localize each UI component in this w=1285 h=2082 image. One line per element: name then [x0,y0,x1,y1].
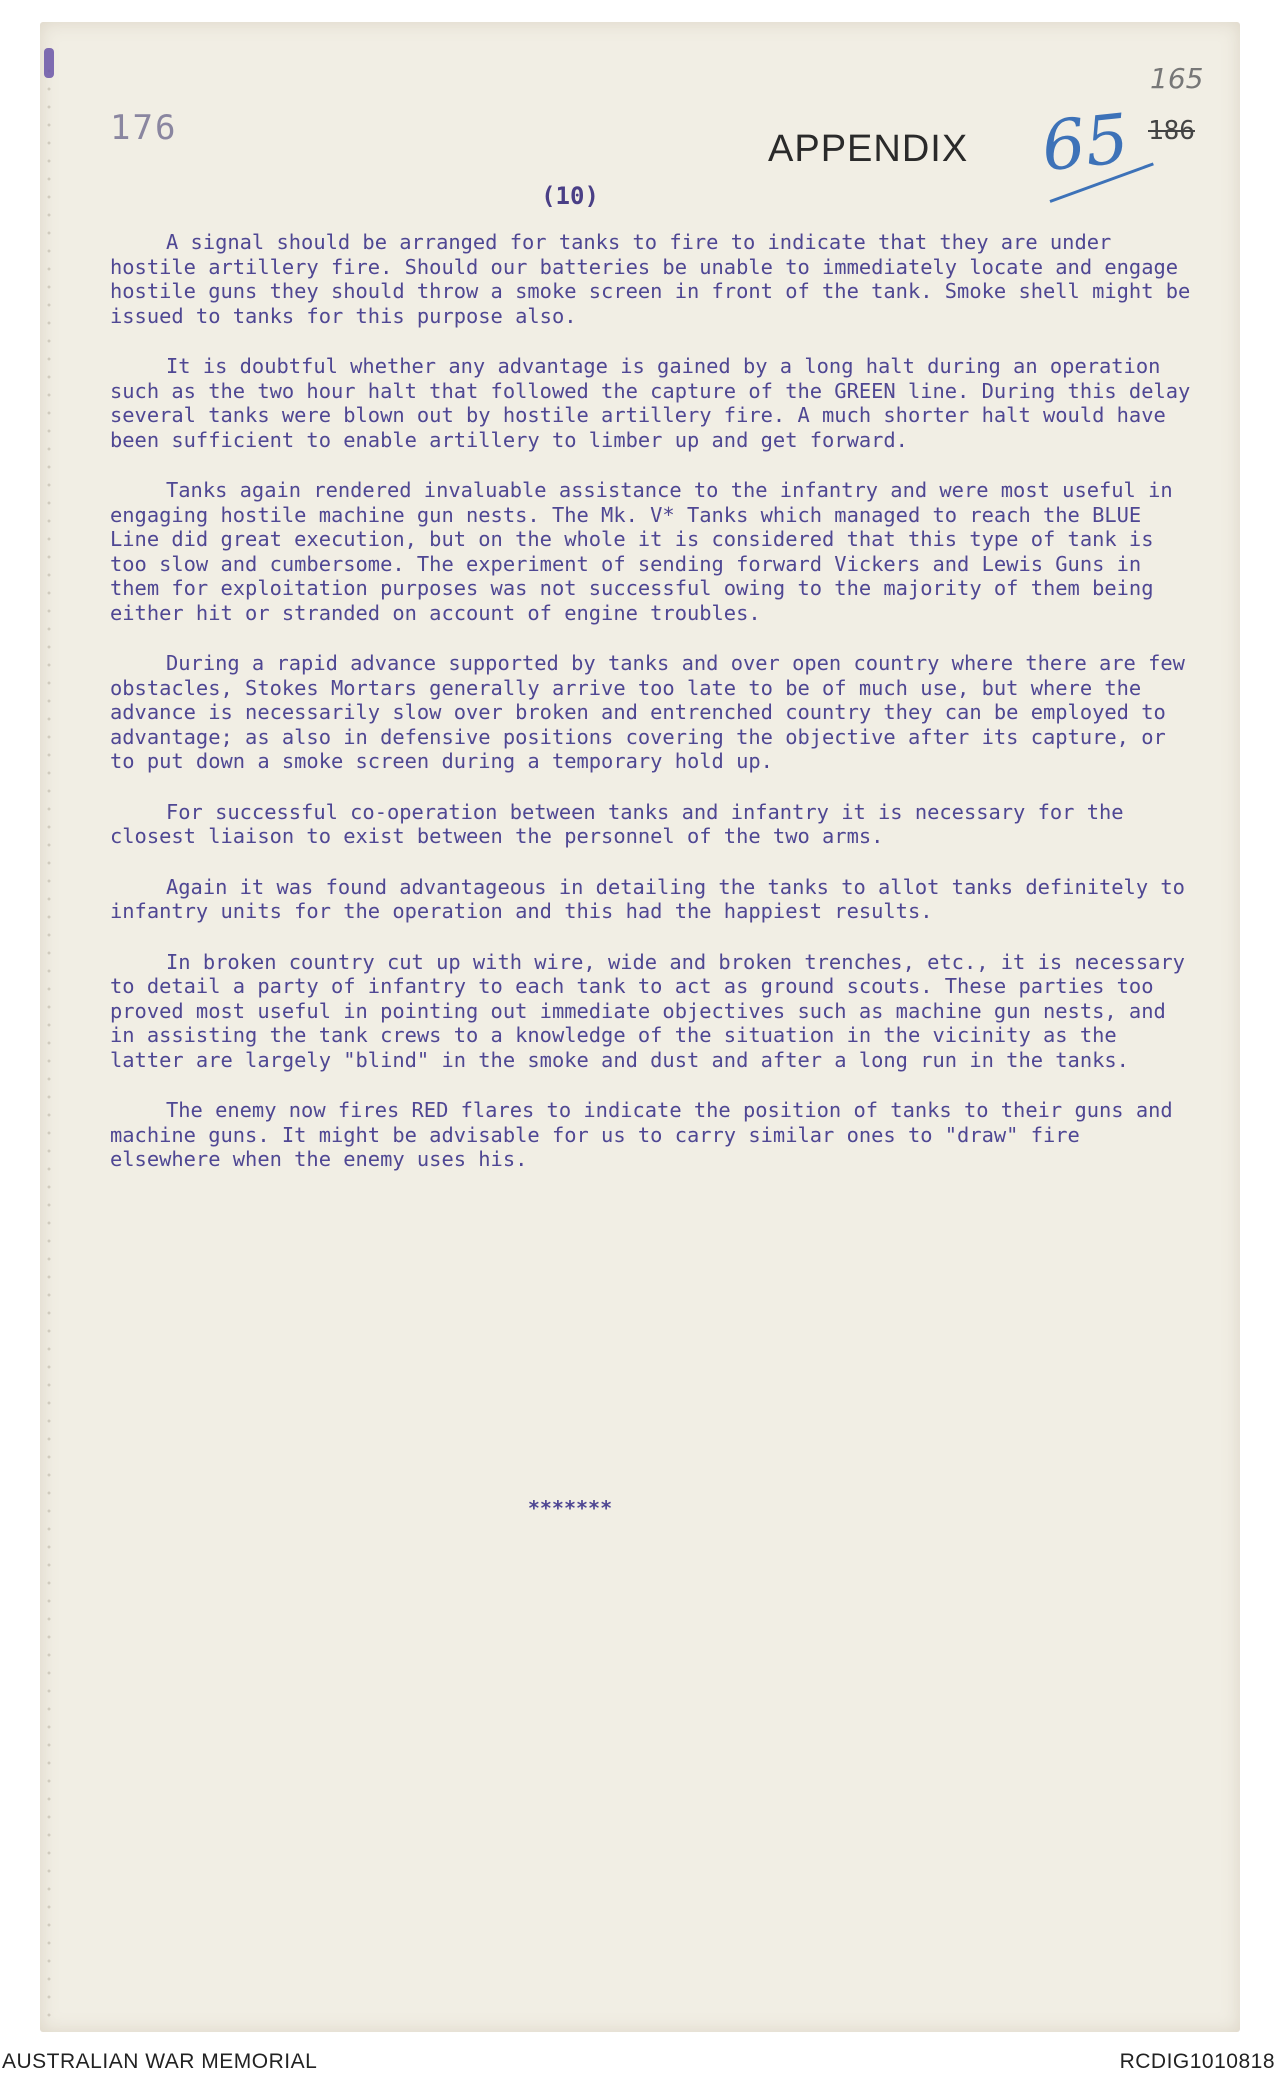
paragraph-red-flares: The enemy now fires RED flares to indicate the position of tanks to their guns and machine guns. It might be advisable for us to carry similar ones to "draw" fire elsewhere when the enemy uses his. [110,1098,1173,1171]
ink-mark [44,48,54,78]
page-number: (10) [541,182,599,210]
document-body [110,230,1200,1198]
folio-struck-number: 186 [1148,116,1195,146]
paragraph-stokes-mortars: During a rapid advance supported by tanks and over open country where there are few obstacles, Stokes Mortars generally arrive too late to be of much use, but where the advance is necessarily slow over broken and entrenched country they can be employed to advantage; as also in defensive positions covering the objective after its capture, or to put down a smoke screen during a temporary hold up. [110,651,1185,773]
paragraph-signal-artillery: A signal should be arranged for tanks to fire to indicate that they are under hostile artillery fire. Should our batteries be unable to immediately locate and engage hostile guns they should throw a smoke screen in front of the tank. Smoke shell might be issued to tanks for this purpose also. [110,230,1191,328]
file-number: 176 [110,108,178,148]
paragraph-allot-tanks: Again it was found advantageous in detailing the tanks to allot tanks definitely to infantry units for the operation and this had the happiest results. [110,874,1185,923]
paragraph-halt: It is doubtful whether any advantage is gained by a long halt during an operation such as the two hour halt that followed the capture of the GREEN line. During this delay several tanks were blown out by hostile artillery fire. A much shorter halt would have been sufficient to enable artillery to limber up and get forward. [110,354,1191,452]
paragraph-tanks-assistance: Tanks again rendered invaluable assistance to the infantry and were most useful in engaging hostile machine gun nests. The Mk. V* Tanks which managed to reach the BLUE Line did great execution, but on the whole it is considered that this type of tank is too slow and cumbersome. The experiment of sending forward Vickers and Lewis Guns in them for exploitation purposes was not successful owing to the majority of them being either hit or stranded on account of engine troubles. [110,478,1173,625]
paragraph-cooperation: For successful co-operation between tanks and infantry it is necessary for the closest liaison to exist between the personnel of the two arms. [110,799,1124,848]
footer-record-id: RCDIG1010818 [1119,2050,1275,2073]
perforation-holes [46,62,52,2022]
paragraph-ground-scouts: In broken country cut up with wire, wide and broken trenches, etc., it is necessary to detail a party of infantry to each tank to act as ground scouts. These parties too proved most useful in pointing out immediate objectives such as machine gun nests, and in assisting the tank crews to a knowledge of the situation in the vicinity as the latter are largely "blind" in the smoke and dust and after a long run in the tanks. [110,949,1185,1072]
end-mark: ******* [527,1496,613,1520]
footer [0,2038,1285,2082]
appendix-stamp: APPENDIX [768,128,969,170]
folio-pencil-number: 165 [1150,62,1204,95]
folio-handwritten-number: 65 [1038,99,1133,188]
footer-institution: AUSTRALIAN WAR MEMORIAL [2,2050,318,2073]
